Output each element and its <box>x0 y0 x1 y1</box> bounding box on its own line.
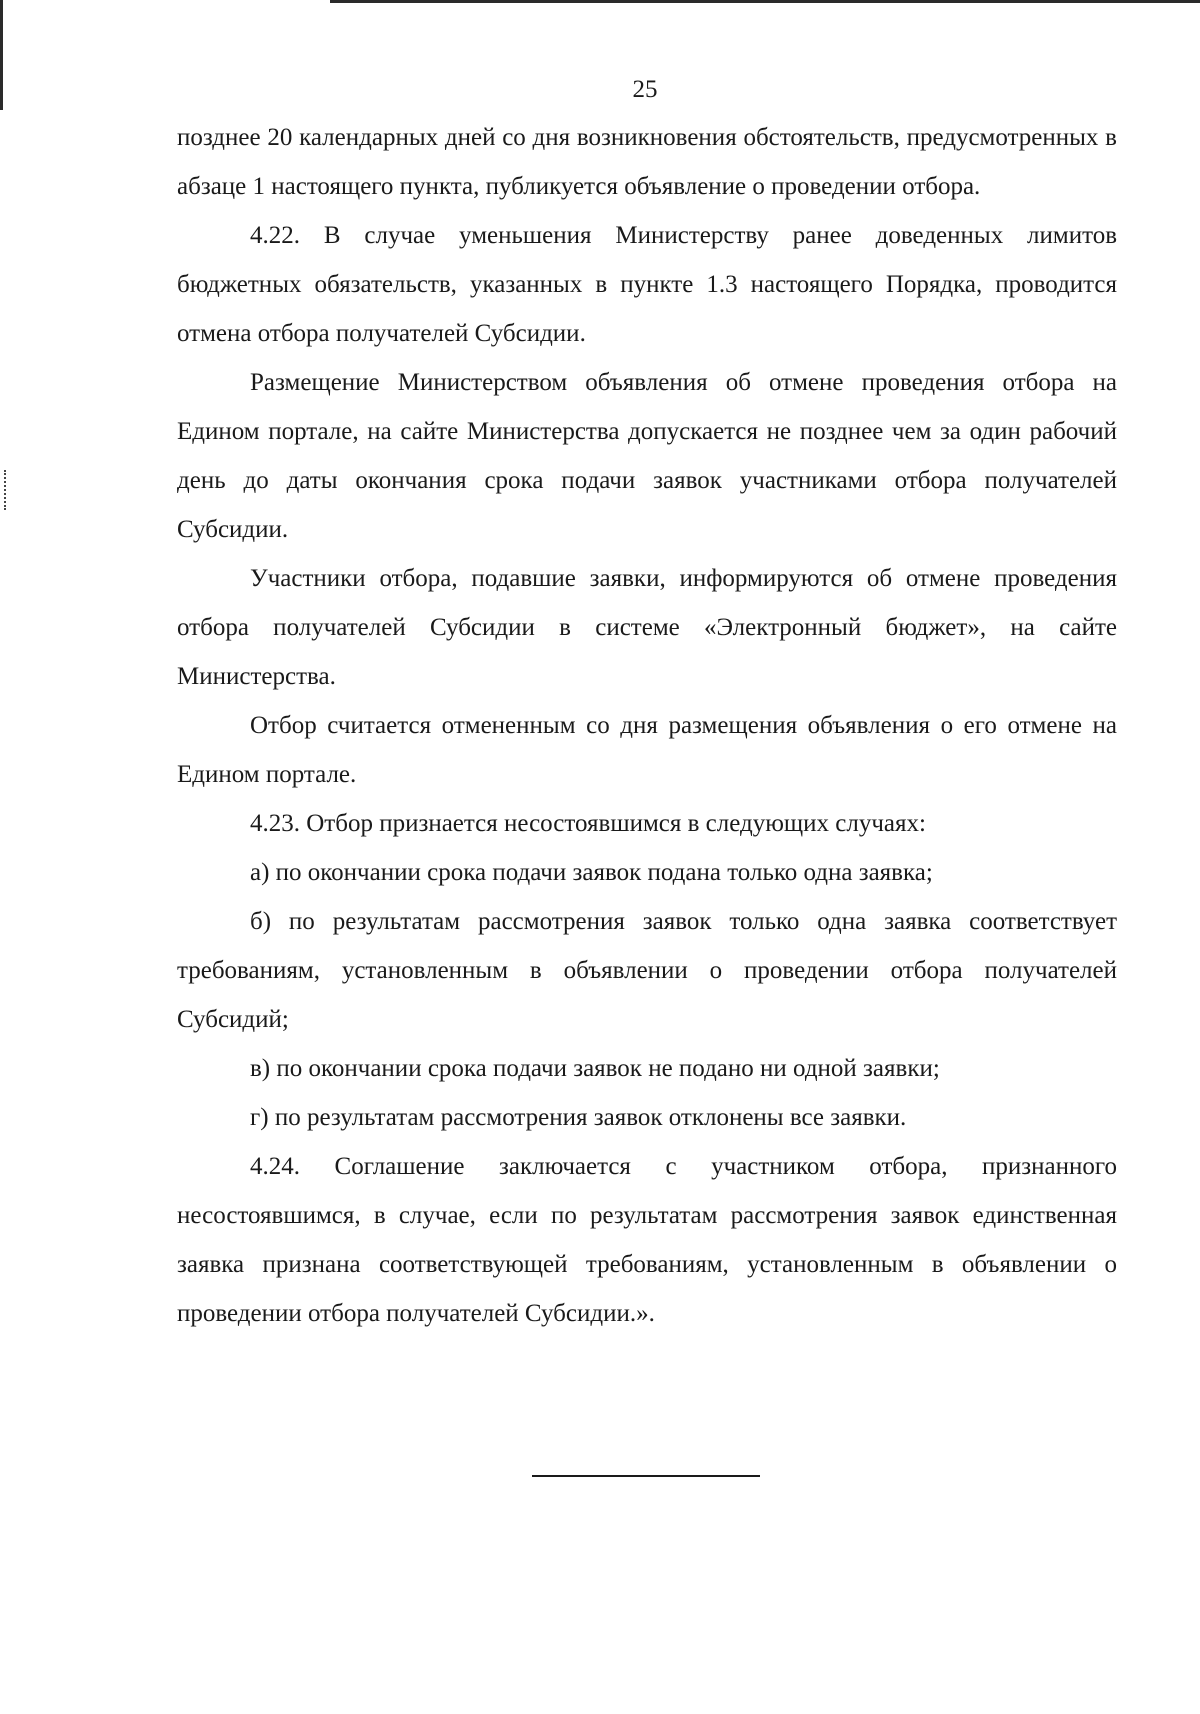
paragraph-4-22: 4.22. В случае уменьшения Министерству ранее доведенных лимитов бюджетных обязательств, указанных в пункте 1.3 настоящего Порядка, проводится отмена отбора получателей Субсидии. <box>177 222 1117 347</box>
paragraph-4-24: 4.24. Соглашение заключается с участником отбора, признанного несостоявшимся, в случае, если по результатам рассмотрения заявок единственная заявка признана соответствующей требованиям, установленным в объявлении о проведении отбора получателей Субсидии.». <box>177 1153 1117 1327</box>
document-body <box>177 113 1117 1338</box>
list-item-a: а) по окончании срока подачи заявок подана только одна заявка; <box>250 859 933 886</box>
scan-edge-mark <box>4 470 8 510</box>
paragraph-participants-notice: Участники отбора, подавшие заявки, информируются об отмене проведения отбора получателей Субсидии в системе «Электронный бюджет», на сайте Министерства. <box>177 565 1117 690</box>
paragraph-4-23: 4.23. Отбор признается несостоявшимся в следующих случаях: <box>250 810 926 837</box>
scan-border-top <box>330 0 1200 3</box>
paragraph-cancellation-effective: Отбор считается отмененным со дня размещения объявления о его отмене на Едином портале. <box>177 712 1117 788</box>
list-item-g: г) по результатам рассмотрения заявок отклонены все заявки. <box>250 1104 907 1131</box>
list-item-b: б) по результатам рассмотрения заявок только одна заявка соответствует требованиям, установленным в объявлении о проведении отбора получателей Субсидий; <box>177 908 1117 1033</box>
list-item-v: в) по окончании срока подачи заявок не подано ни одной заявки; <box>250 1055 940 1082</box>
paragraph-continuation: позднее 20 календарных дней со дня возникновения обстоятельств, предусмотренных в абзаце 1 настоящего пункта, публикуется объявление о проведении отбора. <box>177 124 1117 200</box>
page-number: 25 <box>632 76 658 103</box>
paragraph-cancellation-posting: Размещение Министерством объявления об отмене проведения отбора на Едином портале, на сайте Министерства допускается не позднее чем за один рабочий день до даты окончания срока подачи заявок участниками отбора получателей Субсидии. <box>177 369 1117 543</box>
closing-rule-divider <box>532 1475 760 1477</box>
